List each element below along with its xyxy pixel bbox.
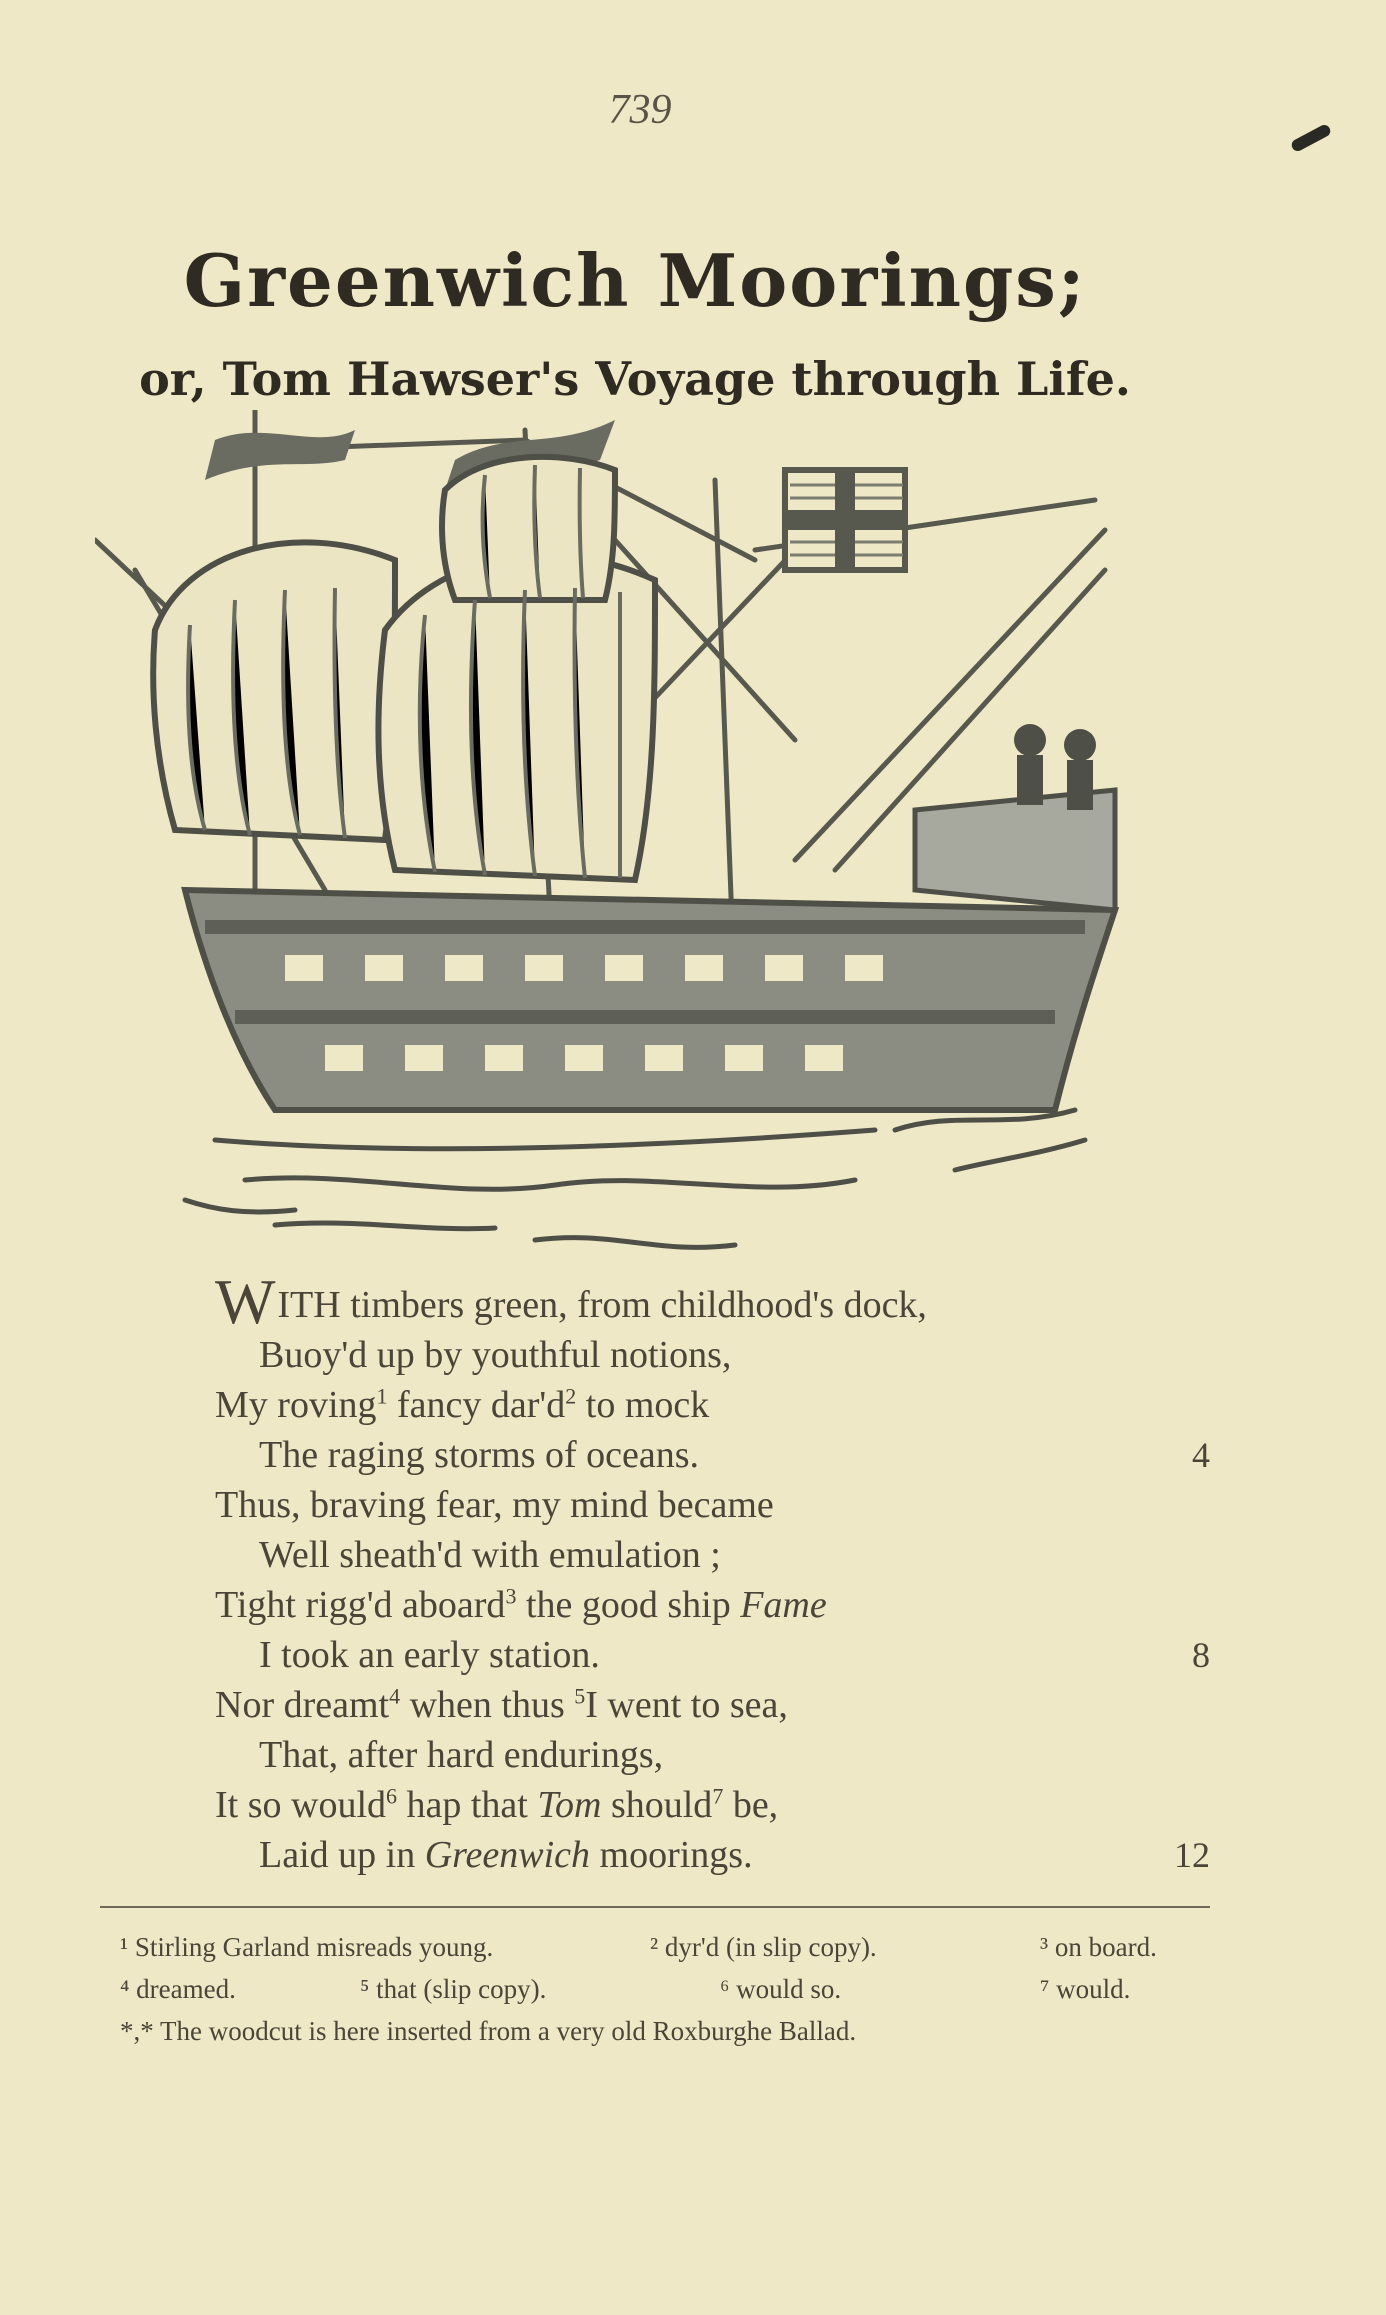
line-number: 4 (1192, 1435, 1210, 1475)
footnote-divider (100, 1906, 1210, 1908)
footnote-3: ³ on board. (1040, 1932, 1157, 1962)
footnote-7: ⁷ would. (1040, 1974, 1131, 2004)
poem-line: It so would$^6$ hap that Tom should$^7$ be, (215, 1783, 779, 1826)
poem-line: Thus, braving fear, my mind became (215, 1484, 774, 1526)
drop-cap-w: W (215, 1266, 276, 1337)
poem-line: Well sheath'd with emulation ; (259, 1534, 721, 1576)
footnote-row (120, 2016, 1210, 2058)
ballad-stanza (215, 1266, 1215, 1880)
line-number: 8 (1192, 1635, 1210, 1675)
ballad-title: Greenwich Moorings; (183, 238, 1087, 323)
footnote-4: ⁴ dreamed. (120, 1974, 236, 2004)
footnote-row (120, 1932, 1210, 1974)
poem-line: The raging storms of oceans. 4 (215, 1430, 1215, 1480)
footnote-2: ² dyr'd (in slip copy). (650, 1932, 877, 1962)
poem-line: Tight rigg'd aboard$^3$ the good ship Fame (215, 1583, 827, 1626)
poem-line: Nor dreamt$^4$ when thus $^5$I went to sea, (215, 1683, 788, 1726)
footnote-woodcut: *,* The woodcut is here inserted from a very old Roxburghe Ballad. (120, 2016, 857, 2046)
poem-line: Buoy'd up by youthful notions, (259, 1334, 732, 1376)
footnote-1: ¹ Stirling Garland misreads young. (120, 1932, 494, 1962)
footnote-row (120, 1974, 1210, 2016)
poem-line: Laid up in Greenwich moorings. 12 (215, 1830, 1215, 1880)
poem-line: My roving$^1$ fancy $dar'd^2$ to mock (215, 1383, 710, 1426)
footnote-5: ⁵ that (slip copy). (360, 1974, 547, 2004)
page-number: 739 (608, 87, 672, 133)
poem-line: WITH timbers green, from childhood's dock, (215, 1266, 927, 1337)
ink-mark (1290, 123, 1333, 153)
footnote-6: ⁶ would so. (720, 1974, 842, 2004)
footnotes (120, 1932, 1210, 2058)
line-number: 12 (1174, 1835, 1210, 1875)
ballad-subtitle: or, Tom Hawser's Voyage through Life. (139, 352, 1131, 406)
poem-line: I took an early station. 8 (215, 1630, 1215, 1680)
ship-woodcut (95, 410, 1205, 1280)
poem-line: That, after hard endurings, (259, 1734, 664, 1776)
